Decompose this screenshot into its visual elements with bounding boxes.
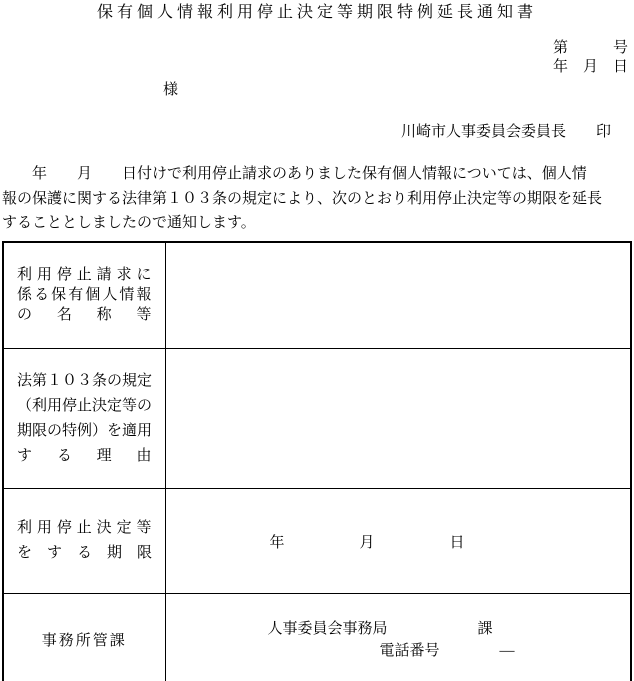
header-line: 係る保有個人情報 — [17, 287, 152, 304]
doc-meta-block — [0, 39, 634, 77]
row-header-office: 事務所管課 — [3, 594, 165, 681]
addressee-line: 様 — [163, 82, 179, 98]
page-title: 保有個人情報利用停止決定等期限特例延長通知書 — [96, 4, 537, 21]
row-header-reason — [3, 349, 165, 489]
row-header-information-name — [3, 242, 165, 349]
doc-number-line: 第 号 — [552, 40, 628, 56]
body-line: 年 月 日付けで利用停止請求のありました保有個人情報については、個人情 — [2, 166, 587, 182]
header-line: 期限の特例）を適用 — [17, 422, 153, 439]
cell-information-name-value — [165, 242, 631, 349]
header-line: を す る 期 限 — [17, 545, 153, 561]
office-name-line: 人事委員会事務局 課 — [267, 620, 493, 637]
table-row — [3, 349, 631, 489]
sender-line: 川崎市人事委員会委員長 印 — [400, 124, 611, 140]
header-line: （利用停止決定等の — [17, 397, 153, 414]
body-line: 報の保護に関する法律第１０３条の規定により、次のとおり利用停止決定等の期限を延長 — [2, 190, 603, 207]
deadline-date-line: 年 月 日 — [269, 534, 465, 551]
table-row — [3, 594, 631, 681]
header-line: の 名 称 等 — [17, 307, 152, 324]
cell-office-value — [165, 594, 631, 681]
table-row — [3, 489, 631, 594]
row-header-deadline — [3, 489, 165, 594]
header-line: 利用停止決定等 — [17, 520, 152, 536]
office-phone-line: 電話番号 ― — [379, 642, 515, 659]
table-row — [3, 242, 631, 349]
cell-deadline-value — [165, 489, 631, 594]
doc-date-line: 年 月 日 — [552, 59, 628, 75]
cell-reason-value — [165, 349, 631, 489]
header-line: 法第１０３条の規定 — [17, 372, 153, 389]
body-paragraph — [0, 162, 634, 236]
form-table — [2, 241, 632, 681]
body-line: することとしましたので通知します。 — [2, 215, 256, 231]
header-line: 利用停止請求に — [17, 267, 152, 284]
header-line: す る 理 由 — [17, 447, 152, 464]
